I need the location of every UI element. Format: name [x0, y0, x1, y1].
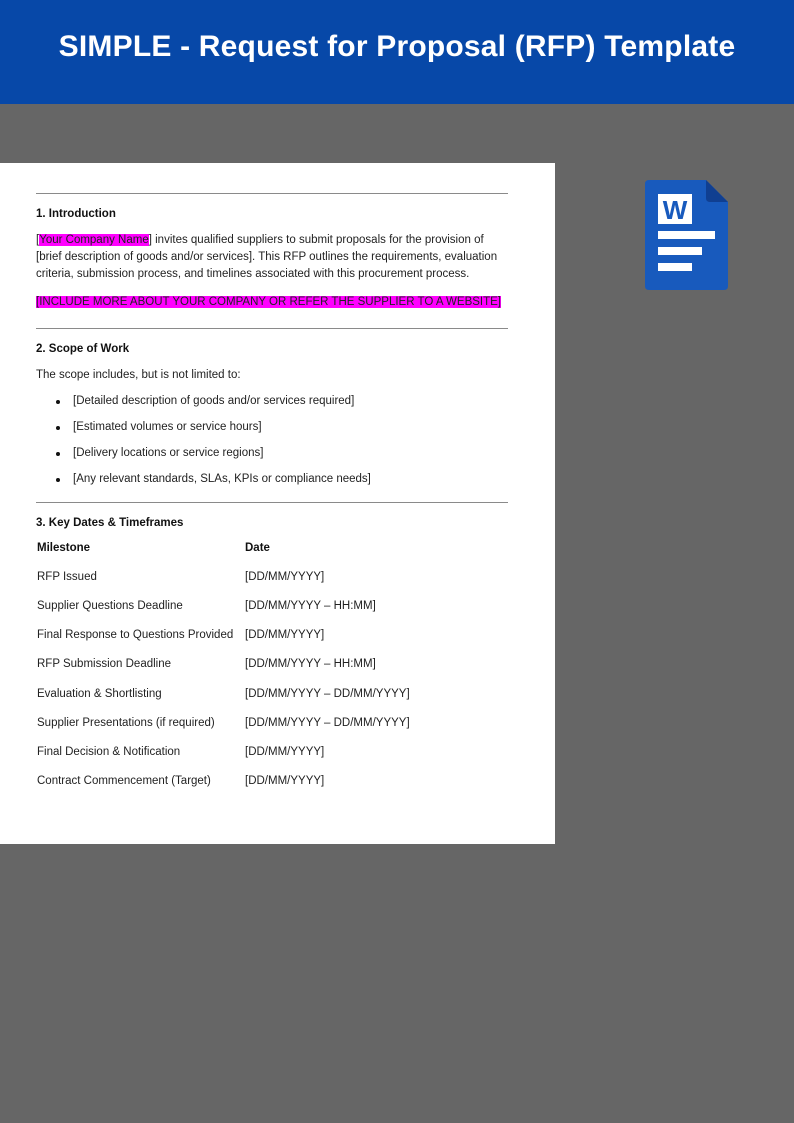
divider — [36, 328, 508, 329]
scope-list — [36, 388, 508, 492]
title-banner — [0, 0, 794, 104]
intro-paragraph — [36, 232, 508, 283]
list-item: [Any relevant standards, SLAs, KPIs or compliance needs] — [36, 466, 508, 492]
list-item: [Delivery locations or service regions] — [36, 440, 508, 466]
column-header-milestone: Milestone — [37, 541, 91, 554]
date-cell: [DD/MM/YYYY – DD/MM/YYYY] — [245, 716, 410, 729]
date-cell: [DD/MM/YYYY – HH:MM] — [245, 658, 376, 671]
column-header-date: Date — [245, 541, 270, 554]
table-row — [37, 562, 410, 591]
intro-text: ] invites qualified suppliers to submit proposals for the provision of [brief description of goods and/or services]. This RFP outlines the requirements, evaluation criteria, submission process, and timelines associated with this procurement process. — [36, 234, 498, 280]
table-row — [37, 591, 410, 620]
scope-lead: The scope includes, but is not limited to: — [36, 369, 241, 381]
milestone-cell: Supplier Presentations (if required) — [37, 716, 215, 729]
word-icon-letter: W — [662, 195, 688, 225]
milestone-cell: Final Decision & Notification — [37, 745, 181, 758]
page-title: SIMPLE - Request for Proposal (RFP) Template — [58, 30, 736, 63]
table-row — [37, 679, 410, 708]
date-cell: [DD/MM/YYYY] — [245, 775, 325, 788]
date-cell: [DD/MM/YYYY] — [245, 745, 325, 758]
document-preview — [0, 163, 555, 844]
milestone-cell: Evaluation & Shortlisting — [37, 687, 162, 700]
company-name-placeholder: Your Company Name — [39, 234, 149, 246]
milestone-cell: RFP Submission Deadline — [37, 658, 172, 671]
table-row — [37, 708, 410, 737]
document-content — [36, 193, 508, 796]
bracket-open: [ — [36, 234, 40, 246]
table-row — [37, 650, 410, 679]
milestone-cell: RFP Issued — [37, 570, 97, 583]
date-cell: [DD/MM/YYYY – DD/MM/YYYY] — [245, 687, 410, 700]
milestone-cell: Supplier Questions Deadline — [37, 599, 183, 612]
word-document-icon — [645, 180, 728, 290]
list-item: [Detailed description of goods and/or services required] — [36, 388, 508, 414]
key-dates-table — [37, 533, 410, 796]
intro-heading: 1. Introduction — [36, 208, 116, 220]
date-cell: [DD/MM/YYYY – HH:MM] — [245, 599, 376, 612]
divider — [36, 193, 508, 194]
list-item: [Estimated volumes or service hours] — [36, 414, 508, 440]
table-row — [37, 737, 410, 766]
dates-heading: 3. Key Dates & Timeframes — [36, 517, 184, 529]
scope-heading: 2. Scope of Work — [36, 343, 130, 355]
intro-note — [36, 295, 508, 310]
milestone-cell: Final Response to Questions Provided — [37, 629, 234, 642]
milestone-cell: Contract Commencement (Target) — [37, 775, 211, 788]
highlighted-note: [INCLUDE MORE ABOUT YOUR COMPANY OR REFER THE SUPPLIER TO A WEBSITE] — [36, 296, 502, 308]
date-cell: [DD/MM/YYYY] — [245, 570, 325, 583]
table-row — [37, 767, 410, 796]
date-cell: [DD/MM/YYYY] — [245, 629, 325, 642]
divider — [36, 502, 508, 503]
table-header-row — [37, 533, 410, 562]
table-row — [37, 621, 410, 650]
